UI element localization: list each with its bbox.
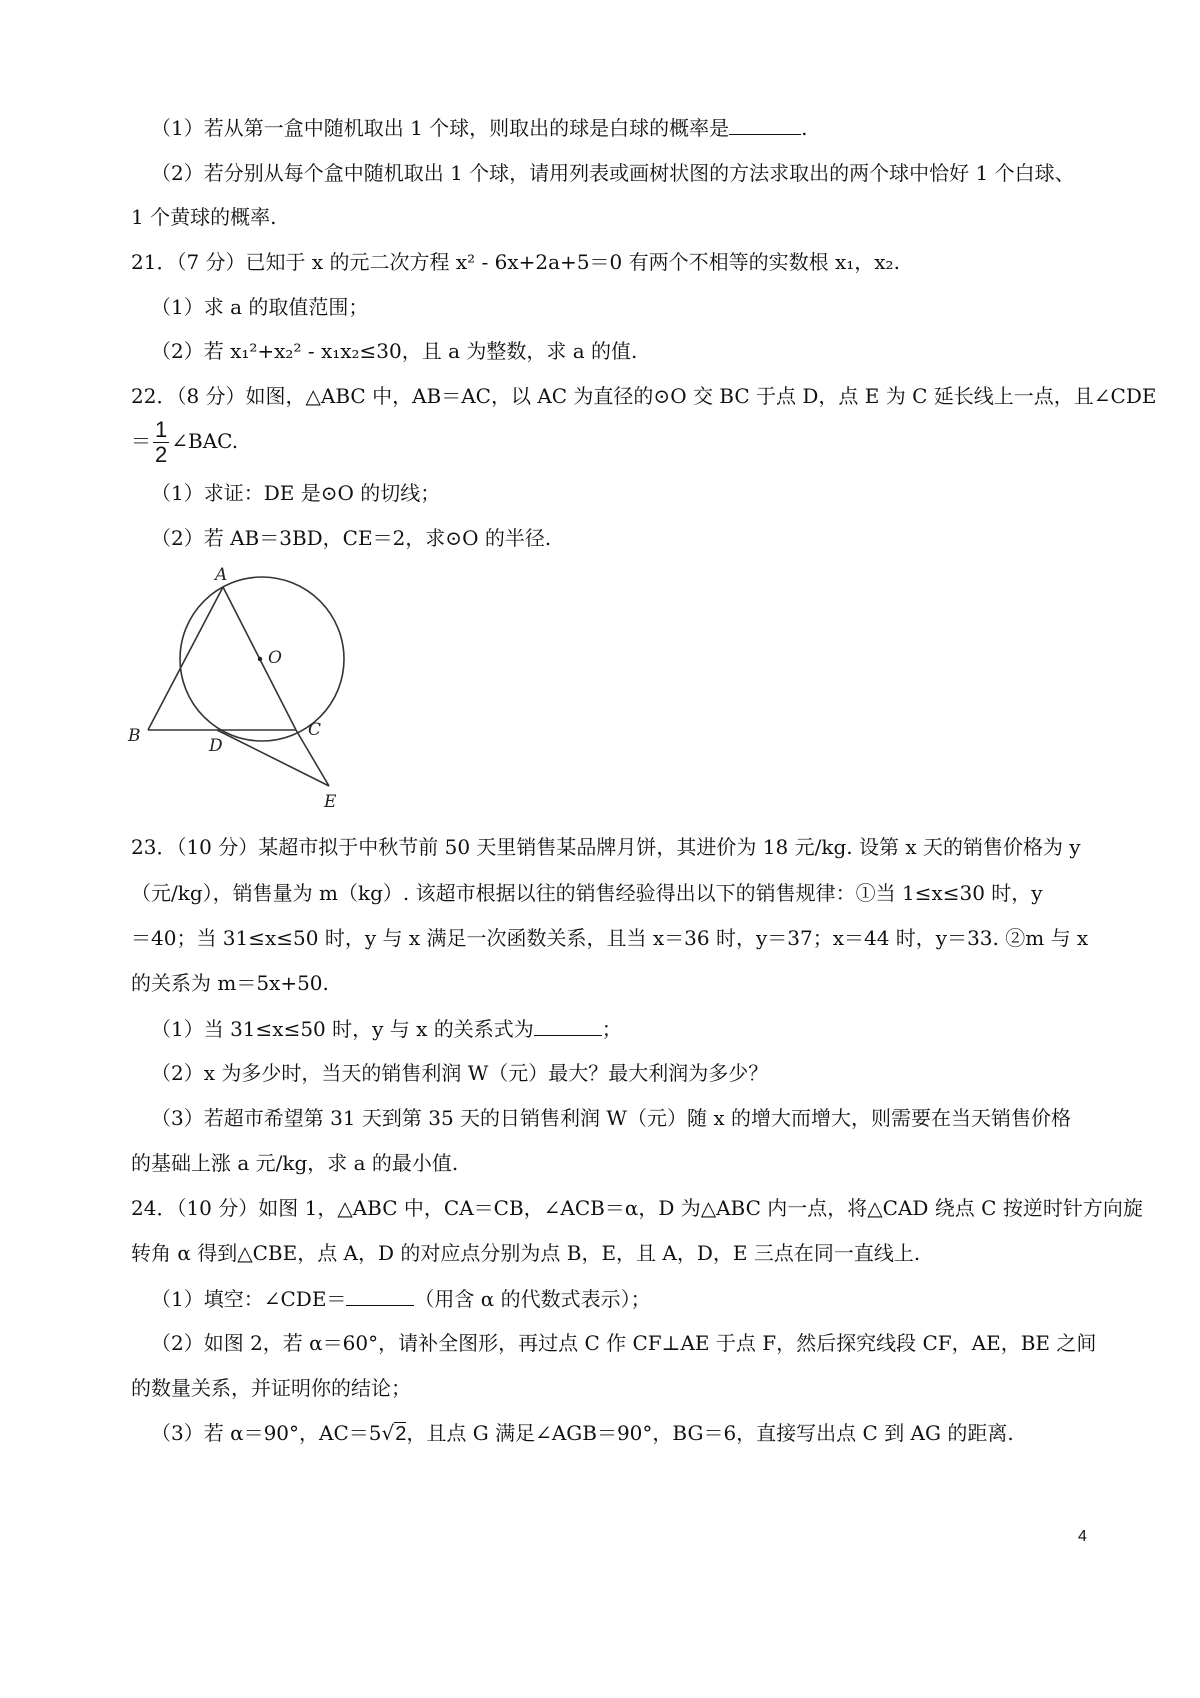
- answer-blank: [346, 1285, 414, 1306]
- q21-stem: 21．（7 分）已知于 x 的元二次方程 x² - 6x+2a+5＝0 有两个不相等的实数根 x₁，x₂.: [131, 250, 900, 274]
- label-o: O: [268, 648, 282, 668]
- q23-part1-text: （1）当 31≤x≤50 时，y 与 x 的关系式为: [151, 1017, 534, 1041]
- q24-part2-line1: （2）如图 2，若 α＝60°，请补全图形，再过点 C 作 CF⊥AE 于点 F，然后探究线段 CF，AE，BE 之间: [151, 1331, 1097, 1355]
- segment-ab: [148, 587, 223, 730]
- q22-angle-bac: ∠BAC.: [171, 429, 239, 453]
- q24-line1: 24．（10 分）如图 1，△ABC 中，CA＝CB，∠ACB＝α，D 为△ABC 内一点，将△CAD 绕点 C 按逆时针方向旋: [131, 1196, 1143, 1220]
- q23-part3-line1: （3）若超市希望第 31 天到第 35 天的日销售利润 W（元）随 x 的增大而增大，则需要在当天销售价格: [151, 1106, 1071, 1130]
- fraction-denominator: 2: [155, 442, 168, 467]
- label-c: C: [308, 720, 322, 740]
- fraction-one-half: [153, 418, 169, 467]
- q23-part2: （2）x 为多少时，当天的销售利润 W（元）最大？最大利润为多少？: [151, 1061, 769, 1085]
- q20-part2-line1: （2）若分别从每个盒中随机取出 1 个球，请用列表或画树状图的方法求取出的两个球中恰好 1 个白球、: [151, 161, 1075, 185]
- q23-part1: [151, 1015, 622, 1042]
- label-e: E: [324, 792, 337, 810]
- page-number: 4: [1078, 1528, 1087, 1545]
- q20-part1-suffix: .: [801, 116, 808, 140]
- q22-part1: （1）求证：DE 是⊙O 的切线；: [151, 481, 441, 505]
- sqrt-radicand: 2: [395, 1423, 407, 1445]
- q20-part2-line2: 1 个黄球的概率.: [131, 205, 277, 229]
- q23-line2: （元/kg），销售量为 m（kg）. 该超市根据以往的销售经验得出以下的销售规律：①当 1≤x≤30 时，y: [131, 881, 1043, 905]
- q21-part2: （2）若 x₁²+x₂² - x₁x₂≤30，且 a 为整数，求 a 的值.: [151, 339, 638, 363]
- q20-part1-text: （1）若从第一盒中随机取出 1 个球，则取出的球是白球的概率是: [151, 116, 730, 140]
- q22-geometry-figure: [120, 560, 380, 810]
- q24-part1-suffix: （用含 α 的代数式表示）；: [414, 1287, 651, 1311]
- q24-part1: [151, 1285, 651, 1312]
- answer-blank: [534, 1015, 602, 1036]
- q24-part1-text: （1）填空：∠CDE＝: [151, 1287, 347, 1311]
- q22-part2: （2）若 AB＝3BD，CE＝2，求⊙O 的半径.: [151, 526, 552, 550]
- label-d: D: [209, 736, 223, 756]
- q24-part3-text: （3）若 α＝90°，AC＝5: [151, 1421, 382, 1445]
- label-a: A: [215, 565, 228, 585]
- q22-stem-line2: [131, 418, 238, 467]
- q23-part1-suffix: ；: [601, 1017, 622, 1041]
- q23-part3-line2: 的基础上涨 a 元/kg，求 a 的最小值.: [131, 1151, 459, 1175]
- center-point-o: [258, 657, 262, 661]
- q24-line2: 转角 α 得到△CBE，点 A，D 的对应点分别为点 B，E，且 A，D，E 三点在同一直线上.: [131, 1241, 921, 1265]
- q22-equals: ＝: [131, 429, 151, 453]
- q21-part1: （1）求 a 的取值范围；: [151, 295, 369, 319]
- q22-stem-line1: 22．（8 分）如图，△ABC 中，AB＝AC，以 AC 为直径的⊙O 交 BC 于点 D，点 E 为 C 延长线上一点，且∠CDE: [131, 384, 1157, 408]
- q24-part2-line2: 的数量关系，并证明你的结论；: [131, 1376, 411, 1400]
- fraction-numerator: 1: [155, 417, 168, 442]
- q24-part3-suffix: ，且点 G 满足∠AGB＝90°，BG＝6，直接写出点 C 到 AG 的距离.: [406, 1421, 1014, 1445]
- label-b: B: [128, 726, 141, 746]
- q20-part1: [151, 114, 808, 141]
- answer-blank: [729, 114, 801, 135]
- q23-line1: 23．（10 分）某超市拟于中秋节前 50 天里销售某品牌月饼，其进价为 18 元/kg. 设第 x 天的销售价格为 y: [131, 835, 1081, 859]
- q23-line4: 的关系为 m＝5x+50.: [131, 971, 329, 995]
- q23-line3: ＝40；当 31≤x≤50 时，y 与 x 满足一次函数关系，且当 x＝36 时，y＝37；x＝44 时，y＝33. ②m 与 x: [131, 926, 1089, 950]
- q24-part3: （3）若 α＝90°，AC＝5√2，且点 G 满足∠AGB＝90°，BG＝6，直接写出点 C 到 AG 的距离.: [151, 1421, 1014, 1445]
